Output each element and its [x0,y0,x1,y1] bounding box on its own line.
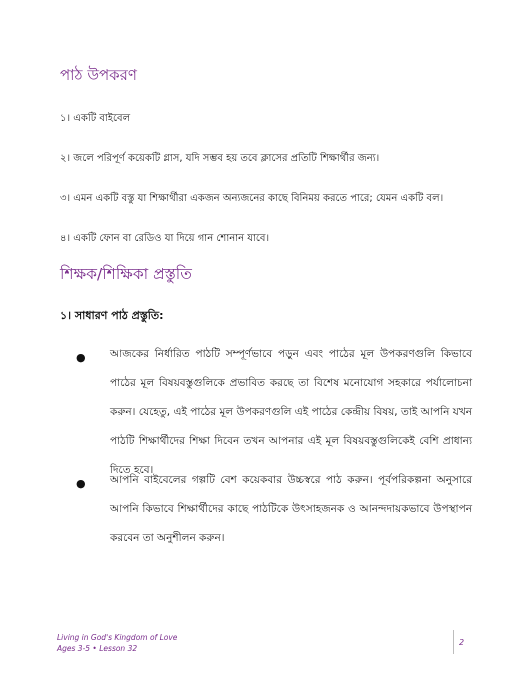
materials-item-1: ১। একটি বাইবেল [60,113,131,124]
footer-subtitle: Ages 3-5 • Lesson 32 [57,644,138,653]
footer-divider [453,630,454,654]
footer-title: Living in God's Kingdom of Love [57,633,178,642]
bullet-marker-1: ● [76,351,86,364]
materials-heading: পাঠ উপকরণ [60,66,137,84]
bullet-marker-2: ● [76,477,86,490]
materials-item-2: ২। জলে পরিপূর্ণ কয়েকটি গ্লাস, যদি সম্ভব হয় তবে ক্লাসের প্রতিটি শিক্ষার্থীর জন্য। [60,153,380,164]
preparation-bullet-2: আপনি বাইবেলের গল্পটি বেশ কয়েকবার উচ্চস্বরে পাঠ করুন। পূর্বপরিকল্পনা অনুসারে আপনি কিভাবে শিক্ষার্থীদের কাছে পাঠটিকে উৎসাহজনক ও আনন্দদায়কভাবে উপস্থাপন করবেন তা অনুশীলন করুন। [110,474,472,544]
teacher-preparation-heading: শিক্ষক/শিক্ষিকা প্রস্তুতি [60,265,192,283]
materials-item-3: ৩। এমন একটি বস্তু যা শিক্ষার্থীরা একজন অন্যজনের কাছে বিনিময় করতে পারে; যেমন একটি বল। [60,193,444,204]
preparation-bullet-1: আজকের নির্ধারিত পাঠটি সম্পূর্ণভাবে পড়ুন এবং পাঠের মূল উপকরণগুলি কিভাবে পাঠের মূল বিষয়বস্তুগুলিকে প্রভাবিত করছে তা বিশেষ মনোযোগ সহকারে পর্যালোচনা করুন। যেহেতু, এই পাঠের মূল উপকরণগুলি এই পাঠের কেন্দ্রীয় বিষয়, তাই আপনি যখন পাঠটি শিক্ষার্থীদের শিক্ষা দিবেন তখন আপনার এই মূল বিষয়বস্তুগুলিকেই বেশি প্রাধান্য দিতে হবে। [110,348,472,476]
materials-item-4: ৪। একটি ফোন বা রেডিও যা দিয়ে গান শোনান যাবে। [60,233,270,244]
page-number: 2 [459,638,465,647]
general-preparation-subheading: ১। সাধারণ পাঠ প্রস্তুতি: [60,309,164,322]
